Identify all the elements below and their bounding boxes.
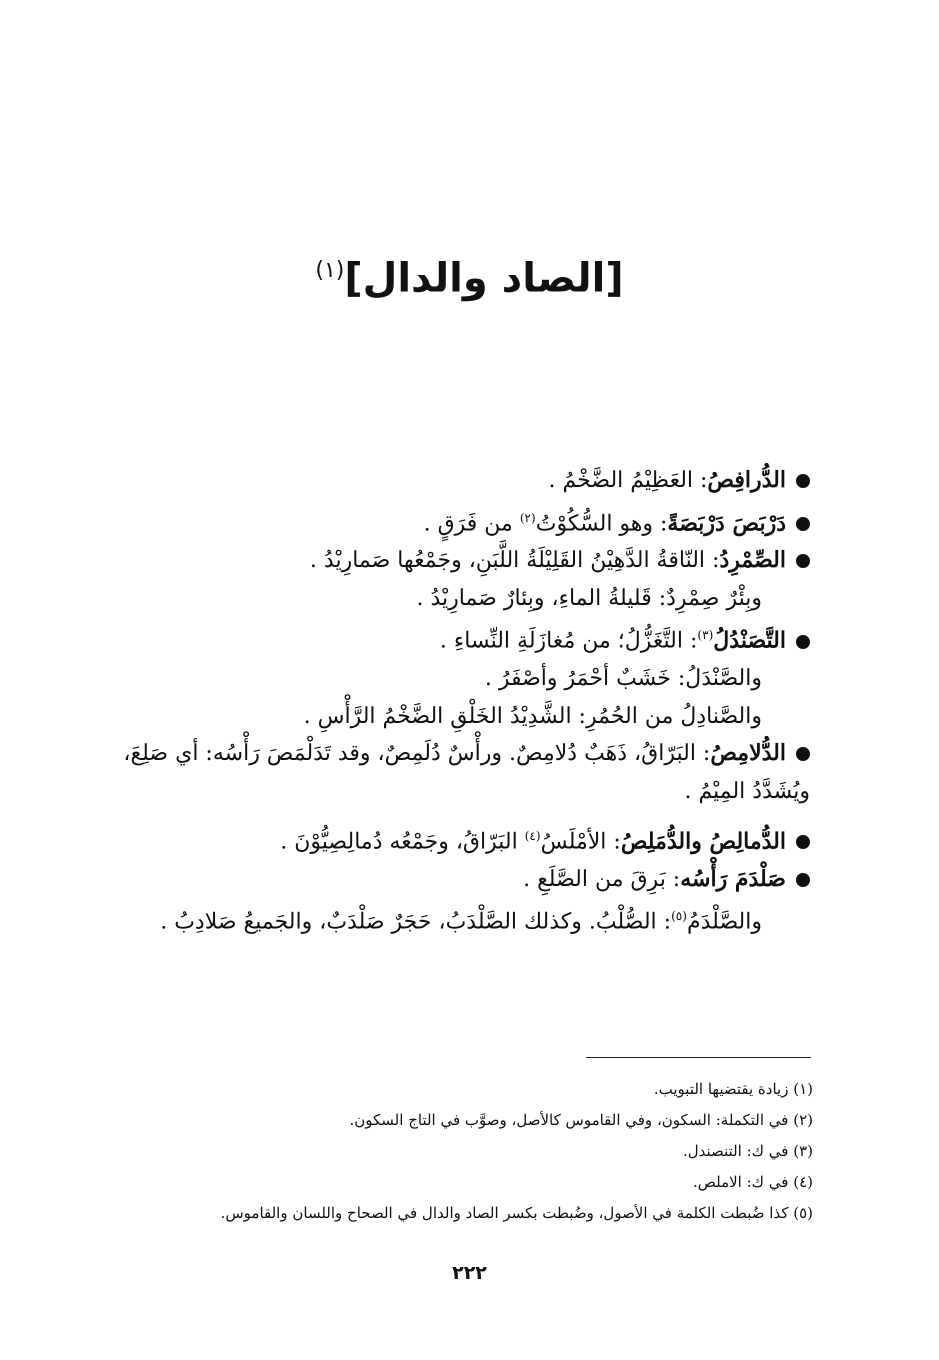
entry-text: : الأمْلَسُ [540, 829, 621, 855]
section-title-text: [الصاد والدال] [344, 255, 624, 302]
footnote-item: (٤) في ك: الاملص. [692, 1173, 813, 1191]
entry-text: : بَرِقَ من الصَّلَعِ . [523, 866, 681, 892]
entry-footnote-mark: (٣) [697, 628, 714, 643]
entry-text: : التَّغَزُّلُ؛ من مُغازَلَةِ النِّساءِ . [439, 628, 698, 654]
entry-headword: دَرْبَصَ دَرْبَصَةً [667, 509, 786, 536]
footnote-item: (١) زيادة يقتضيها التبويب. [653, 1080, 813, 1098]
footnote-item: (٥) كذا ضُبطت الكلمة في الأصول، وضُبطت بكسر الصاد والدال في الصحاح واللسان والقاموس. [220, 1204, 813, 1222]
entry-continuation [105, 898, 810, 941]
bullet-icon [796, 474, 810, 488]
entry-text: : العَظِيْمُ الضَّخْمُ . [548, 468, 708, 493]
entry-continuation [105, 698, 810, 736]
entry-continuation [105, 660, 810, 698]
entry-headword: الدُّلامِصُ [710, 740, 786, 767]
entry-text: : البَرّاقُ، ذَهَبٌ دُلامِصٌ. ورأْسٌ دُلَمِصٌ، وقد تَدَلْمَصَ رَأْسُه: أي صَلِعَ، ويُشَدَّدُ المِيْمُ . [123, 741, 810, 804]
entry-text-after: من فَرَقٍ . [423, 510, 520, 536]
entry-item [105, 617, 810, 660]
entry-item [105, 462, 810, 500]
bullet-icon [796, 835, 810, 849]
title-footnote-mark: (١) [315, 258, 345, 283]
entry-footnote-mark: (٥) [671, 909, 688, 924]
entry-continuation [105, 580, 810, 618]
entry-headword: التَّصَنْدُلُ [713, 627, 786, 654]
entry-text-after: البَرّاقُ، وجَمْعُه دُمالِصِيُّوْنَ . [280, 829, 525, 855]
entry-item [105, 542, 810, 580]
entry-text: وبِئْرٌ صِمْرِدٌ: قَليلةُ الماءِ، وبِئارٌ صَمارِيْدُ . [416, 585, 762, 611]
entry-item [105, 735, 810, 810]
bullet-icon [796, 747, 810, 761]
entry-footnote-mark: (٤) [524, 829, 541, 844]
bullet-icon [796, 873, 810, 887]
bullet-icon [796, 517, 810, 531]
entry-text: : وهو السُّكُوْتُ [535, 510, 668, 536]
entry-item [105, 861, 810, 899]
entry-headword: الدُّمالِصُ والدُّمَلِصُ [620, 828, 786, 855]
bullet-icon [796, 635, 810, 649]
footnote-divider [586, 1057, 811, 1058]
entry-text: والصَّنادِلُ من الحُمُرِ: الشَّدِيْدُ الخَلْقِ الضَّخْمُ الرَّأْسِ . [303, 703, 762, 729]
entry-item [105, 500, 810, 543]
footnote-item: (٣) في ك: التنصندل. [682, 1142, 813, 1160]
entry-text: : النّاقةُ الدَّهِيْنُ القَلِيْلَةُ اللَّبَنِ، وجَمْعُها صَمارِيْدُ . [309, 548, 720, 574]
entry-item [105, 818, 810, 861]
footnotes [105, 1074, 813, 1229]
bullet-icon [796, 554, 810, 568]
section-title [0, 246, 939, 303]
entry-text: والصَّلْدَمُ [687, 909, 762, 935]
dictionary-entries [105, 462, 810, 941]
entry-headword: الدُّرافِصُ [707, 467, 786, 493]
footnote-item: (٢) في التكملة: السكون، وفي القاموس كالأصل، وصوَّب في التاج السكون. [349, 1111, 813, 1129]
entry-text: والصَّنْدَلُ: خَشَبٌ أحْمَرُ وأصْفَرُ . [484, 666, 762, 692]
entry-headword: الصِّمْرِدُ [719, 547, 786, 574]
entry-text-after: : الصُّلْبُ. وكذلك الصَّلْدَبُ، حَجَرٌ صَلْدَبٌ، والجَميعُ صَلادِبُ . [160, 909, 672, 935]
entry-footnote-mark: (٢) [519, 510, 536, 525]
entry-headword: صَلْدَمَ رَأْسُه [680, 865, 786, 892]
page-number: ٢٢٢ [452, 1262, 487, 1284]
